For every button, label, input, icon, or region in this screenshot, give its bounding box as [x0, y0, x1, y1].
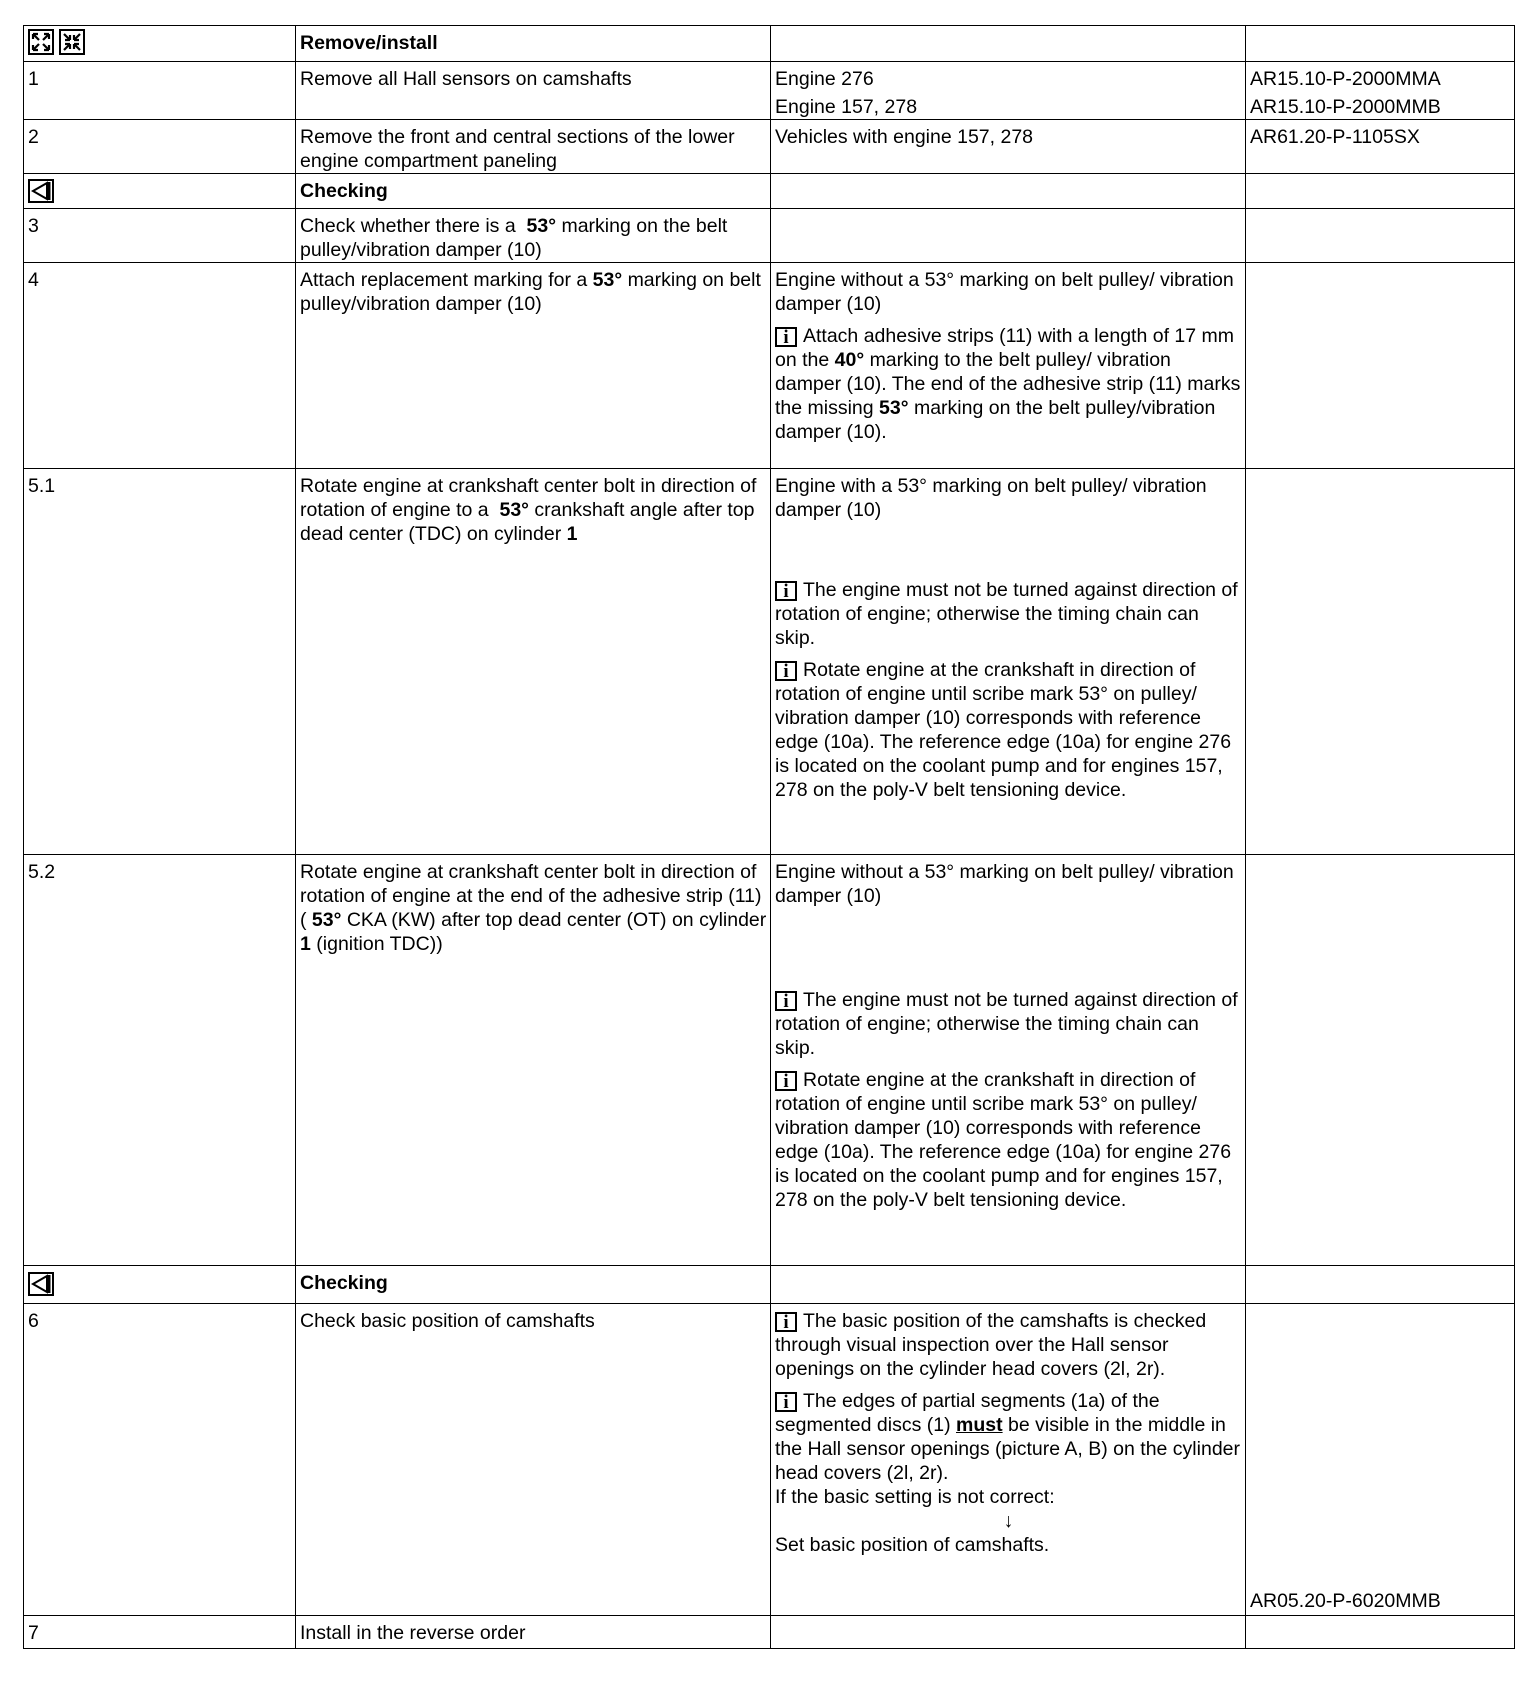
step-action: Rotate engine at crankshaft center bolt in direction of rotation of engine to a 53° crankshaft angle after top dead center (TDC) on cylinder 1	[296, 469, 771, 855]
section-row-checking	[24, 1266, 1515, 1304]
reference-link[interactable]: AR61.20-P-1105SX	[1246, 120, 1515, 174]
table-row	[24, 1304, 1515, 1616]
info-note: i Attach adhesive strips (11) with a length of 17 mm on the 40° marking to the belt pulley/ vibration damper (10). The end of the adhesive strip (11) marks the missing 53° marking on the belt pulley/vibration damper (10).	[775, 325, 1241, 443]
step-reference	[1246, 62, 1515, 120]
reference-link[interactable]: AR05.20-P-6020MMB	[1250, 1590, 1441, 1612]
table-row	[24, 1616, 1515, 1649]
section-row-checking	[24, 174, 1515, 209]
step-condition: i The basic position of the camshafts is checked through visual inspection over the Hall sensor openings on the cylinder head covers (2l, 2r). i The edges of partial segments (1a) of the segmented discs (1) must be visible in the middle in the Hall sensor openings (picture A, B) on the cylinder head covers (2l, 2r). If the basic setting is not correct: ↓ Set basic position of camshafts.	[771, 1304, 1246, 1616]
step-action: Rotate engine at crankshaft center bolt in direction of rotation of engine at the end of the adhesive strip (11) ( 53° CKA (KW) after top dead center (OT) on cylinder 1 (ignition TDC))	[296, 855, 771, 1266]
table-row	[24, 263, 1515, 469]
info-icon: i	[775, 991, 797, 1011]
table-row	[24, 855, 1515, 1266]
info-note: i Rotate engine at the crankshaft in direction of rotation of engine until scribe mark 53° on pulley/ vibration damper (10) corresponds with reference edge (10a). The reference edge (10a) for engine 276 is located on the coolant pump and for engines 157, 278 on the poly-V belt tensioning device.	[775, 1069, 1232, 1211]
down-arrow-icon: ↓	[1003, 1510, 1014, 1532]
step-action: Attach replacement marking for a 53° marking on belt pulley/vibration damper (10)	[296, 263, 771, 469]
step-condition: Vehicles with engine 157, 278	[771, 120, 1246, 174]
section-title: Remove/install	[296, 26, 771, 62]
checking-icon	[28, 1272, 54, 1296]
section-row-remove-install	[24, 26, 1515, 62]
table-row	[24, 469, 1515, 855]
step-action: Remove all Hall sensors on camshafts	[296, 62, 771, 120]
step-condition: Engine 276 Engine 157, 278	[771, 62, 1246, 120]
step-action: Check whether there is a 53° marking on the belt pulley/vibration damper (10)	[296, 209, 771, 263]
info-icon: i	[775, 661, 797, 681]
set-basic-position-text: Set basic position of camshafts.	[775, 1534, 1050, 1556]
checking-icon	[28, 179, 54, 203]
step-number: 5.2	[24, 855, 296, 1266]
info-note: i The engine must not be turned against direction of rotation of engine; otherwise the timing chain can skip.	[775, 579, 1238, 649]
info-note: i The engine must not be turned against direction of rotation of engine; otherwise the timing chain can skip.	[775, 989, 1238, 1059]
section-title: Checking	[296, 1266, 771, 1304]
table-row	[24, 209, 1515, 263]
info-icon: i	[775, 1392, 797, 1412]
info-icon: i	[775, 581, 797, 601]
reference-link[interactable]: AR15.10-P-2000MMB	[1250, 96, 1441, 118]
info-icon: i	[775, 1312, 797, 1332]
install-icon	[59, 29, 85, 55]
step-number: 2	[24, 120, 296, 174]
step-number: 6	[24, 1304, 296, 1616]
table-row	[24, 62, 1515, 120]
step-number: 4	[24, 263, 296, 469]
info-icon: i	[775, 1071, 797, 1091]
procedure-table	[23, 25, 1515, 1649]
info-note: i The edges of partial segments (1a) of the segmented discs (1) must be visible in the middle in the Hall sensor openings (picture A, B) on the cylinder head covers (2l, 2r).	[775, 1390, 1241, 1484]
info-note: i Rotate engine at the crankshaft in direction of rotation of engine until scribe mark 53° on pulley/ vibration damper (10) corresponds with reference edge (10a). The reference edge (10a) for engine 276 is located on the coolant pump and for engines 157, 278 on the poly-V belt tensioning device.	[775, 659, 1232, 801]
remove-install-icons	[24, 26, 296, 62]
step-condition: Engine with a 53° marking on belt pulley/ vibration damper (10) i The engine must not be turned against direction of rotation of engine; otherwise the timing chain can skip. i Rotate engine at the crankshaft in direction of rotation of engine until scribe mark 53° on pulley/ vibration damper (10) corresponds with reference edge (10a). The reference edge (10a) for engine 276 is located on the coolant pump and for engines 157, 278 on the poly-V belt tensioning device.	[771, 469, 1246, 855]
step-number: 3	[24, 209, 296, 263]
step-number: 1	[24, 62, 296, 120]
step-number: 5.1	[24, 469, 296, 855]
step-action: Check basic position of camshafts	[296, 1304, 771, 1616]
info-icon: i	[775, 327, 797, 347]
info-note: i The basic position of the camshafts is checked through visual inspection over the Hall sensor openings on the cylinder head covers (2l, 2r).	[775, 1310, 1207, 1380]
step-action: Install in the reverse order	[296, 1616, 771, 1649]
step-number: 7	[24, 1616, 296, 1649]
reference-link[interactable]: AR15.10-P-2000MMA	[1250, 68, 1441, 90]
step-condition: Engine without a 53° marking on belt pulley/ vibration damper (10) i The engine must not be turned against direction of rotation of engine; otherwise the timing chain can skip. i Rotate engine at the crankshaft in direction of rotation of engine until scribe mark 53° on pulley/ vibration damper (10) corresponds with reference edge (10a). The reference edge (10a) for engine 276 is located on the coolant pump and for engines 157, 278 on the poly-V belt tensioning device.	[771, 855, 1246, 1266]
section-title: Checking	[296, 174, 771, 209]
table-row	[24, 120, 1515, 174]
step-action: Remove the front and central sections of the lower engine compartment paneling	[296, 120, 771, 174]
step-condition: Engine without a 53° marking on belt pulley/ vibration damper (10) i Attach adhesive strips (11) with a length of 17 mm on the 40° marking to the belt pulley/ vibration damper (10). The end of the adhesive strip (11) marks the missing 53° marking on the belt pulley/vibration damper (10).	[771, 263, 1246, 469]
remove-icon	[28, 29, 54, 55]
